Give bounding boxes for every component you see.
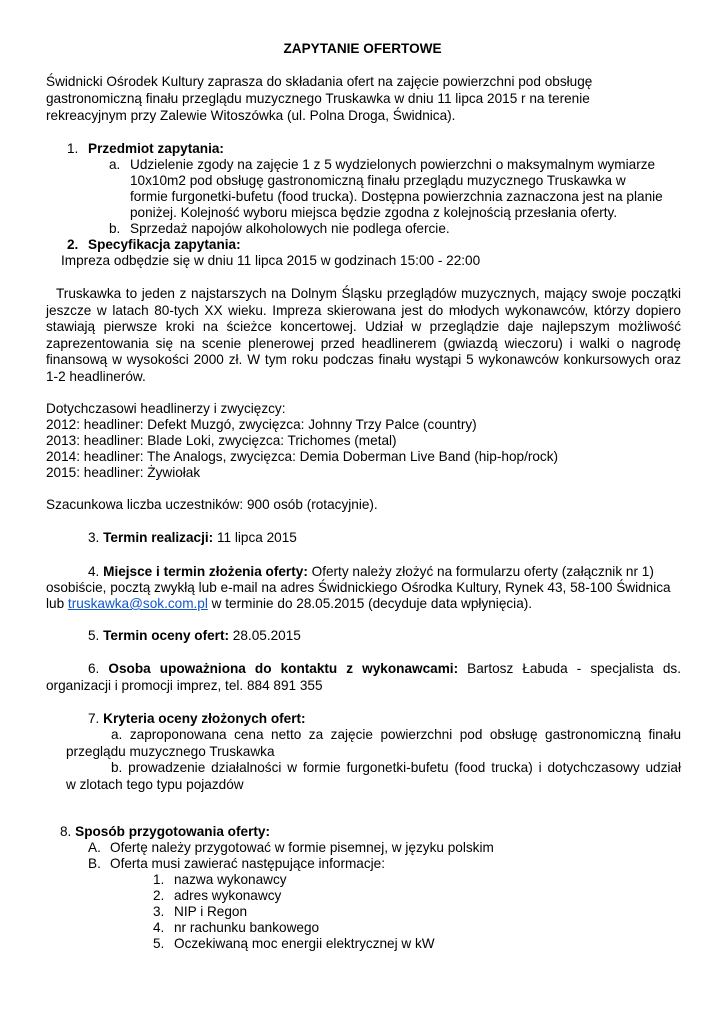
- info-item-number: 1.: [153, 872, 165, 887]
- section-7-criteria: [66, 727, 681, 793]
- section-7-heading: Kryteria oceny złożonych ofert:: [103, 711, 306, 726]
- section-1a-line-4: poniżej. Kolejność wyboru miejsca będzie zgodna z kolejnością przesłania oferty.: [130, 205, 618, 220]
- section-1-number: 1.: [67, 141, 79, 156]
- section-8-a-marker: A.: [88, 840, 101, 855]
- section-6-line-2: organizacji i promocji imprez, tel. 884 891 355: [46, 677, 323, 693]
- section-6: [46, 661, 681, 694]
- section-5-number: 5.: [88, 628, 100, 643]
- section-3: [88, 530, 297, 547]
- criterion-a-line-2: przeglądu muzycznego Truskawka: [66, 743, 275, 759]
- paragraph-line-1: Truskawka to jeden z najstarszych na Dolnym Śląsku przeglądów muzycznych, mający swoje początki: [56, 286, 681, 301]
- section-8-b-marker: B.: [88, 856, 101, 871]
- info-item-text: NIP i Regon: [174, 904, 248, 919]
- section-7-number: 7.: [88, 711, 100, 726]
- page-title: ZAPYTANIE OFERTOWE: [283, 41, 442, 56]
- section-2-heading: Specyfikacja zapytania:: [88, 237, 241, 252]
- paragraph-line-4: zaprezentowania się na scenie plenerowej przed headlinerem (gwiazdą wieczoru) i walki o nagrodę: [46, 335, 681, 351]
- section-4-line-2: osobiście, pocztą zwykłą lub e-mail na adres Świdnickiego Ośrodka Kultury, Rynek 43, 58-100 Świdnica: [46, 580, 671, 595]
- section-6-heading: Osoba upoważniona do kontaktu z wykonawcami:: [108, 661, 459, 676]
- info-item-number: 2.: [153, 888, 165, 903]
- section-4-line-3-post: w terminie do 28.05.2015 (decyduje data wpłynięcia).: [211, 596, 533, 611]
- criterion-b-line-2: w zlotach tego typu pojazdów: [66, 776, 244, 792]
- section-4-line-3: [46, 596, 532, 613]
- intro-line-1: Świdnicki Ośrodek Kultury zaprasza do składania ofert na zajęcie powierzchni pod obsługę: [46, 74, 593, 89]
- section-5-heading: Termin oceny ofert:: [103, 628, 230, 643]
- participants-estimate: Szacunkowa liczba uczestników: 900 osób (rotacyjnie).: [46, 497, 378, 512]
- section-5-value: 28.05.2015: [232, 628, 301, 643]
- section-4-line-3-pre: lub: [46, 596, 65, 611]
- email-link[interactable]: truskawka@sok.com.pl: [67, 596, 208, 611]
- paragraph-line-5: finansową w wysokości 2000 zł. W tym roku podczas finału wystąpi 5 wykonawców konkursowych oraz: [46, 352, 681, 368]
- info-item-text: nr rachunku bankowego: [174, 920, 320, 935]
- section-4-heading: Miejsce i termin złożenia oferty:: [103, 564, 308, 579]
- section-3-value: 11 lipca 2015: [216, 530, 297, 545]
- section-1a-line-3: formie furgonetki-bufetu (food trucka). Dostępna powierzchnia zaznaczona jest na planie: [130, 189, 663, 204]
- section-2-number: 2.: [67, 237, 79, 252]
- section-2-line: Impreza odbędzie się w dniu 11 lipca 2015 w godzinach 15:00 - 22:00: [61, 253, 481, 268]
- section-6-number: 6.: [88, 661, 100, 676]
- headliner-item: 2012: headliner: Defekt Muzgó, zwycięzca: Johnny Trzy Palce (country): [46, 417, 477, 432]
- paragraph-line-3: stawiają pierwsze kroki na ścieżce koncertowej. Udział w przeglądzie daje najlepszym możliwość: [46, 319, 681, 335]
- section-1a-line-1: Udzielenie zgody na zajęcie 1 z 5 wydzielonych powierzchni o maksymalnym wymiarze: [130, 157, 656, 172]
- section-8: [60, 824, 270, 841]
- headliner-item: 2014: headliner: The Analogs, zwycięzca: Demia Doberman Live Band (hip-hop/rock): [46, 449, 559, 464]
- info-item-number: 5.: [153, 936, 165, 951]
- section-4-number: 4.: [88, 564, 100, 579]
- section-7: [88, 711, 306, 728]
- headliner-item: 2015: headliner: Żywiołak: [46, 465, 201, 480]
- section-1a-line-2: 10x10m2 pod obsługę gastronomiczną finału przeglądu muzycznego Truskawka w: [130, 173, 626, 188]
- intro-line-2: gastronomiczną finału przeglądu muzycznego Truskawka w dniu 11 lipca 2015 r na terenie: [46, 91, 590, 106]
- section-1-heading: Przedmiot zapytania:: [88, 141, 224, 156]
- description-paragraph: [46, 286, 681, 386]
- section-4-line-1-rest: Oferty należy złożyć na formularzu oferty (załącznik nr 1): [311, 564, 654, 579]
- paragraph-line-2: jeszcze w latach 80-tych XX wieku. Impreza skierowana jest do młodych wykonawców, którzy dopiero: [46, 302, 681, 318]
- section-4-line-1: [88, 564, 654, 581]
- section-6-line-1: [46, 661, 681, 678]
- intro-line-3: rekreacyjnym przy Zalewie Witoszówka (ul. Polna Droga, Świdnica).: [46, 108, 456, 123]
- section-8-b-text: Oferta musi zawierać następujące informacje:: [110, 856, 386, 871]
- section-8-number: 8.: [60, 824, 72, 839]
- criterion-b-line-1: b. prowadzenie działalności w formie furgonetki-bufetu (food trucka) i dotychczasowy udział: [111, 760, 681, 776]
- section-8-heading: Sposób przygotowania oferty:: [75, 824, 270, 839]
- section-3-heading: Termin realizacji:: [103, 530, 214, 545]
- info-item-number: 3.: [153, 904, 165, 919]
- headliner-item: 2013: headliner: Blade Loki, zwycięzca: Trichomes (metal): [46, 433, 397, 448]
- section-1a-marker: a.: [109, 157, 121, 172]
- section-6-line-1-rest: Bartosz Łabuda - specjalista ds.: [467, 661, 681, 676]
- info-item-text: nazwa wykonawcy: [174, 872, 287, 887]
- info-item-number: 4.: [153, 920, 165, 935]
- section-1b-marker: b.: [109, 221, 121, 236]
- headliners-heading: Dotychczasowi headlinerzy i zwycięzcy:: [46, 401, 286, 416]
- info-item-text: adres wykonawcy: [174, 888, 282, 903]
- section-3-number: 3.: [88, 530, 100, 545]
- section-8-a-text: Ofertę należy przygotować w formie pisemnej, w języku polskim: [110, 840, 494, 855]
- section-5: [88, 628, 301, 645]
- criterion-a-line-1: a. zaproponowana cena netto za zajęcie powierzchni pod obsługę gastronomiczną finału: [111, 727, 681, 742]
- section-1b-text: Sprzedaż napojów alkoholowych nie podlega ofercie.: [130, 221, 450, 236]
- info-item-text: Oczekiwaną moc energii elektrycznej w kW: [174, 936, 435, 951]
- paragraph-line-6: 1-2 headlinerów.: [46, 368, 146, 384]
